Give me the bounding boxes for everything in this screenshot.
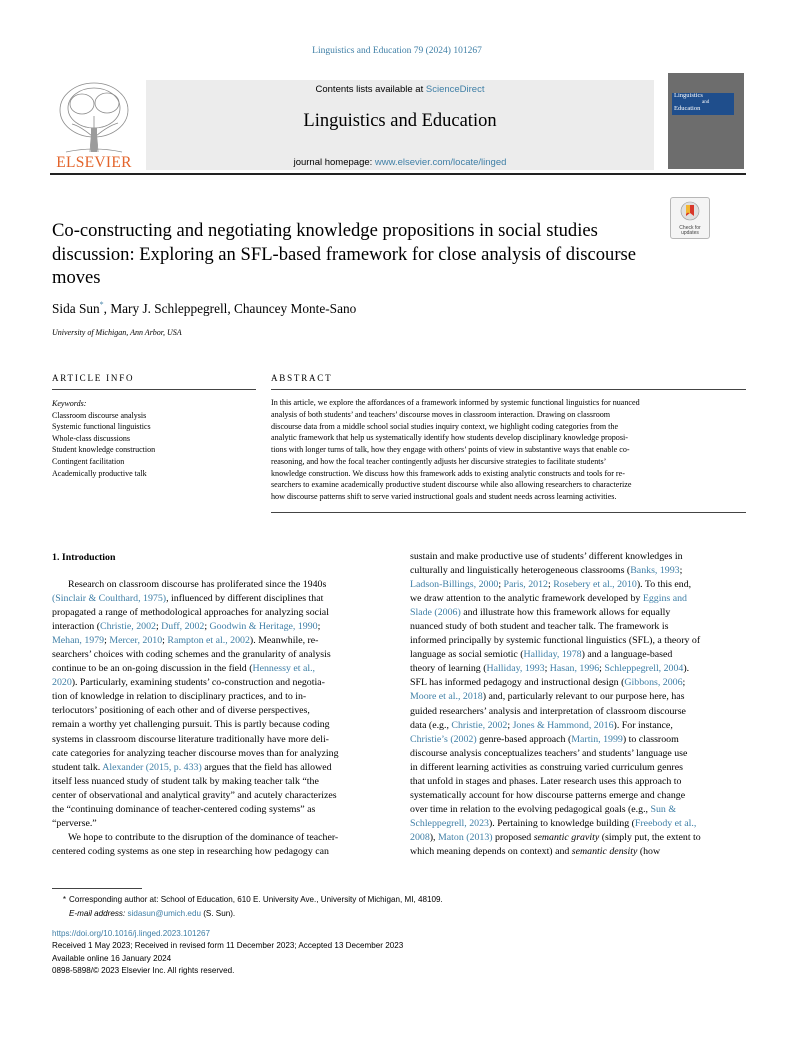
homepage-link[interactable]: www.elsevier.com/locate/linged bbox=[374, 157, 507, 168]
text-line: the “continuing dominance of teacher-centered coding systems” as bbox=[52, 803, 316, 815]
text-line: Ladson-Billings, 2000; Paris, 2012; Rosebery et al., 2010). To this end, bbox=[410, 579, 692, 591]
cover-line: Education bbox=[674, 104, 701, 112]
email-suffix: (S. Sun). bbox=[203, 909, 236, 918]
body-column-left bbox=[52, 578, 387, 859]
text-line: Mehan, 1979; Mercer, 2010; Rampton et al., 2002). Meanwhile, re- bbox=[52, 635, 319, 647]
abstract-line: tions with longer turns of talk, how they engage with others’ points of view in substantive ways that enable co- bbox=[271, 445, 630, 454]
citation-link[interactable]: Christie’s (2002) bbox=[410, 733, 477, 745]
crossmark-icon bbox=[680, 201, 700, 221]
text-line: Christie’s (2002) genre-based approach (Martin, 1999) to classroom bbox=[410, 733, 679, 745]
text-line: centered coding systems as one step in researching how pedagogy can bbox=[52, 845, 329, 857]
text-line: SFL has informed pedagogy and instructional design (Gibbons, 2006; bbox=[410, 677, 686, 689]
article-history bbox=[52, 928, 652, 978]
citation-link[interactable]: Gibbons, 2006 bbox=[624, 677, 683, 689]
available-online: Available online 16 January 2024 bbox=[52, 953, 172, 963]
citation-link[interactable]: Halliday, 1993 bbox=[486, 663, 545, 675]
paragraph bbox=[52, 831, 387, 859]
author-email-link[interactable]: sidasun@umich.edu bbox=[127, 909, 201, 918]
paragraph bbox=[52, 578, 387, 831]
keyword-item: Contingent facilitation bbox=[52, 456, 125, 466]
abstract-line: analytic framework that help us systematically identify how students develop disciplinary knowledge proposi- bbox=[271, 433, 628, 443]
citation-link[interactable]: Martin, 1999 bbox=[571, 733, 623, 745]
author-name: Mary J. Schleppegrell bbox=[110, 301, 228, 316]
text-line: Schleppegrell, 2023). Pertaining to knowledge building (Freebody et al., bbox=[410, 817, 697, 829]
homepage-line bbox=[146, 157, 654, 168]
citation-link[interactable]: Sun & bbox=[650, 803, 677, 815]
text-line: 2020). Particularly, examining students’ co-construction and negotia- bbox=[52, 677, 325, 689]
author-name: Chauncey Monte-Sano bbox=[234, 301, 357, 316]
text-line: discourse analysis conceptualizes teachers’ and students’ language use bbox=[410, 747, 688, 759]
citation-link[interactable]: (Sinclair & Coulthard, 1975) bbox=[52, 593, 167, 605]
email-label: E-mail address: bbox=[69, 909, 126, 918]
citation-link[interactable]: Mercer, 2010 bbox=[109, 635, 163, 647]
article-info-rule bbox=[52, 389, 256, 390]
keyword-item: Student knowledge construction bbox=[52, 445, 156, 455]
journal-cover-thumbnail[interactable] bbox=[668, 73, 744, 169]
citation-link[interactable]: Schleppegrell, 2004 bbox=[604, 663, 684, 675]
journal-name: Linguistics and Education bbox=[303, 111, 497, 131]
citation-link[interactable]: Slade (2006) bbox=[410, 607, 461, 619]
text-line: propagated a range of methodological approaches for analyzing social bbox=[52, 607, 329, 619]
copyright: 0898-5898/© 2023 Elsevier Inc. All rights reserved. bbox=[52, 966, 235, 976]
text-line: interaction (Christie, 2002; Duff, 2002; Goodwin & Heritage, 1990; bbox=[52, 621, 321, 633]
received-dates: Received 1 May 2023; Received in revised form 11 December 2023; Accepted 13 December 2023 bbox=[52, 941, 404, 951]
homepage-prefix: journal homepage: bbox=[293, 157, 375, 168]
citation-link[interactable]: 2008 bbox=[410, 831, 430, 843]
abstract-line: how discourse patterns shift to serve varied instructional goals and student needs across learning activities. bbox=[271, 492, 617, 501]
citation-link[interactable]: Jones & Hammond, 2016 bbox=[512, 719, 614, 731]
text-line: searchers’ choices with coding schemes and the granularity of analysis bbox=[52, 649, 331, 661]
cover-title bbox=[674, 92, 709, 112]
keyword-item: Whole-class discussions bbox=[52, 433, 130, 443]
keyword-item: Academically productive talk bbox=[52, 468, 147, 478]
text-line: culturally and linguistically heterogeneous classrooms (Banks, 1993; bbox=[410, 565, 683, 577]
citation-link[interactable]: Halliday, 1978 bbox=[523, 649, 582, 661]
footnote-symbol: * bbox=[62, 895, 66, 904]
abstract-heading: ABSTRACT bbox=[271, 373, 333, 383]
citation-link[interactable]: Paris, 2012 bbox=[503, 579, 548, 591]
cover-line: and bbox=[702, 99, 710, 105]
text-line: terlocutors’ positioning of each other and of diverse perspectives, bbox=[52, 705, 310, 717]
author-affiliation: University of Michigan, Ann Arbor, USA bbox=[52, 328, 182, 337]
text-line: itself less nuanced study of student talk by making teacher talk “the bbox=[52, 775, 319, 787]
check-for-updates-badge[interactable] bbox=[670, 197, 710, 239]
keywords-heading: Keywords: bbox=[52, 399, 87, 408]
text-line: center of observational and analytical gravity” and acutely characterizes bbox=[52, 789, 337, 801]
abstract-line: searchers to examine academically productive student discourse while also allowing researchers to characterize bbox=[271, 480, 632, 490]
footnote-rule bbox=[52, 888, 142, 889]
text-line: in different learning activities as construing varied curriculum genres bbox=[410, 761, 683, 773]
text-line: Slade (2006) and illustrate how this framework allows for equally bbox=[410, 607, 671, 619]
abstract-rule bbox=[271, 389, 746, 390]
text-line: We hope to contribute to the disruption of the dominance of teacher- bbox=[68, 831, 339, 843]
citation-link[interactable]: Rosebery et al., 2010 bbox=[553, 579, 637, 591]
text-line: (Sinclair & Coulthard, 1975), influenced by different disciplines that bbox=[52, 593, 324, 605]
crossmark-label: Check for bbox=[679, 225, 701, 231]
abstract-line: reasoning, and how the focal teacher contingently adjusts her discursive strategies to facilitate students’ bbox=[271, 456, 607, 466]
citation-link[interactable]: Ladson-Billings, 2000 bbox=[410, 579, 499, 591]
body-column-right bbox=[410, 550, 745, 859]
citation-link[interactable]: Mehan, 1979 bbox=[52, 635, 105, 647]
text-line: language as social semiotic (Halliday, 1978) and a language-based bbox=[410, 649, 673, 661]
author-separator: , bbox=[103, 301, 111, 316]
corresponding-address: Corresponding author at: School of Education, 610 E. University Ave., University of Michigan, MI, 48109. bbox=[69, 895, 443, 904]
citation-link[interactable]: Christie, 2002 bbox=[99, 621, 156, 633]
text-line: tion of knowledge in relation to disciplinary practices, and to in- bbox=[52, 691, 307, 703]
text-line: that unfold in stages and phases. Later research uses this approach to bbox=[410, 775, 682, 787]
sciencedirect-link[interactable]: ScienceDirect bbox=[425, 84, 485, 95]
abstract-line: analysis of both students’ and teachers’ discourse moves in classroom interaction. Drawing on classroom bbox=[271, 409, 611, 419]
citation-link[interactable]: Hennessy et al., bbox=[252, 663, 316, 675]
text-line: cate categories for analyzing teacher discourse moves than for analyzing bbox=[52, 747, 339, 759]
section-heading-introduction: 1. Introduction bbox=[52, 552, 116, 563]
citation-link[interactable]: Moore et al., 2018 bbox=[410, 691, 483, 703]
citation-link[interactable]: Goodwin & Heritage, 1990 bbox=[209, 621, 318, 633]
author-separator: , bbox=[227, 301, 235, 316]
abstract-line: discourse data from a middle school social studies inquiry context, we highlight coding categories from the bbox=[271, 421, 619, 431]
text-line: remain a worthy yet challenging pursuit. This is partly because coding bbox=[52, 719, 330, 731]
citation-link[interactable]: Eggins and bbox=[642, 593, 687, 605]
contents-line bbox=[146, 84, 654, 95]
abstract-bottom-rule bbox=[271, 512, 746, 513]
text-line: systems in classroom discourse literature traditionally have more deli- bbox=[52, 733, 329, 745]
text-line: student talk. Alexander (2015, p. 433) argues that the field has allowed bbox=[52, 761, 332, 773]
citation-link[interactable]: 2020 bbox=[52, 677, 72, 689]
crossmark-label: updates bbox=[681, 230, 699, 236]
text-line: theory of learning (Halliday, 1993; Hasan, 1996; Schleppegrell, 2004). bbox=[410, 663, 690, 675]
citation-link[interactable]: Christie, 2002 bbox=[451, 719, 508, 731]
text-line: informed principally by systemic functional linguistics (SFL), a theory of bbox=[410, 635, 701, 647]
text-line: Research on classroom discourse has proliferated since the 1940s bbox=[68, 579, 327, 590]
article-title: Co-constructing and negotiating knowledge propositions in social studies discussion: Exploring an SFL-based framework for close analysis of discourse moves bbox=[52, 220, 637, 288]
header-rule bbox=[50, 173, 746, 175]
emphasis: semantic density bbox=[571, 845, 638, 857]
corresponding-author-mark[interactable]: * bbox=[99, 300, 104, 309]
text-line: we draw attention to the analytic framework developed by Eggins and bbox=[410, 593, 687, 605]
footnote bbox=[52, 893, 652, 921]
doi-link[interactable]: https://doi.org/10.1016/j.linged.2023.101267 bbox=[52, 929, 210, 938]
text-line: 2008), Maton (2013) proposed semantic gravity (simply put, the extent to bbox=[410, 831, 701, 843]
emphasis: semantic gravity bbox=[533, 831, 600, 843]
citation-link[interactable]: Duff, 2002 bbox=[161, 621, 205, 633]
article-info-heading: ARTICLE INFO bbox=[52, 373, 135, 383]
text-line: data (e.g., Christie, 2002; Jones & Hammond, 2016). For instance, bbox=[410, 719, 673, 731]
text-line: sustain and make productive use of students’ different knowledges in bbox=[410, 551, 683, 562]
author-name: Sida Sun bbox=[52, 301, 100, 316]
text-line: systematically account for how discourse patterns emerge and change bbox=[410, 789, 686, 801]
citation-link[interactable]: Banks, 1993 bbox=[630, 565, 680, 577]
text-line: over time in relation to the evolving pedagogical goals (e.g., Sun & bbox=[410, 803, 677, 815]
keyword-item: Systemic functional linguistics bbox=[52, 422, 151, 432]
abstract-line: In this article, we explore the affordances of a framework informed by systemic functional linguistics for nuanced bbox=[271, 398, 640, 407]
citation-link[interactable]: Freebody et al., bbox=[634, 817, 697, 829]
journal-citation[interactable]: Linguistics and Education 79 (2024) 101267 bbox=[312, 46, 482, 56]
author-list bbox=[52, 300, 652, 317]
citation-link[interactable]: Alexander (2015, p. 433) bbox=[102, 761, 202, 773]
text-line: Moore et al., 2018) and, particularly relevant to our purpose here, has bbox=[410, 691, 685, 703]
text-line: guided researchers’ analysis and interpretation of classroom discourse bbox=[410, 705, 686, 717]
citation-link[interactable]: Rampton et al., 2002 bbox=[167, 635, 250, 647]
cover-line: Linguistics bbox=[674, 92, 703, 99]
text-line: continue to be an on-going discussion in the field (Hennessy et al., bbox=[52, 663, 316, 675]
abstract-body bbox=[271, 397, 745, 503]
paragraph bbox=[410, 550, 745, 859]
text-line: nuanced study of both student and teacher talk. The framework is bbox=[410, 621, 669, 633]
contents-prefix: Contents lists available at bbox=[315, 84, 426, 95]
abstract-line: knowledge construction. We discuss how this framework adds to existing analytic constructs and tools for re- bbox=[271, 468, 625, 478]
publisher-wordmark: ELSEVIER bbox=[56, 154, 132, 171]
text-line: “perverse.” bbox=[52, 817, 97, 829]
citation-link[interactable]: Maton (2013) bbox=[437, 831, 493, 843]
keyword-list bbox=[52, 398, 252, 479]
citation-link[interactable]: Schleppegrell, 2023 bbox=[410, 817, 489, 829]
text-line: which meaning depends on context) and semantic density (how bbox=[410, 845, 661, 857]
keyword-item: Classroom discourse analysis bbox=[52, 410, 147, 420]
citation-link[interactable]: Hasan, 1996 bbox=[549, 663, 600, 675]
